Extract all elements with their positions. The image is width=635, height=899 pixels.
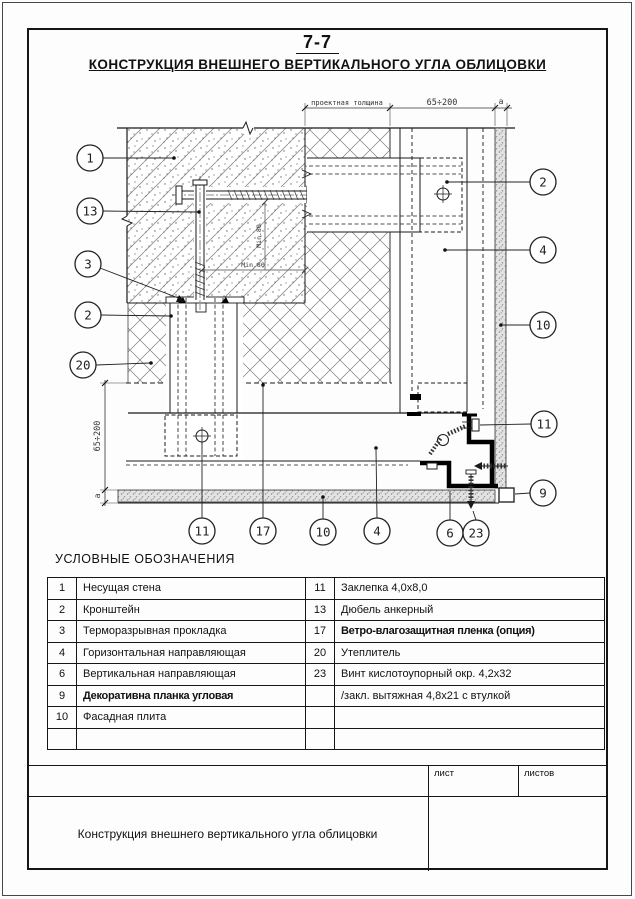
top-dimension bbox=[302, 97, 512, 126]
title-block-empty-cell bbox=[27, 766, 428, 796]
callout-13 bbox=[77, 198, 103, 224]
legend-key: 4 bbox=[48, 642, 77, 664]
legend-table bbox=[47, 577, 605, 750]
left-dimension bbox=[93, 380, 126, 506]
svg-text:11: 11 bbox=[194, 523, 210, 539]
callout-11-bottom bbox=[189, 518, 215, 544]
svg-text:11: 11 bbox=[536, 416, 552, 432]
legend-key: 23 bbox=[306, 664, 335, 686]
legend-desc: Кронштейн bbox=[77, 599, 306, 621]
section-ref: 7-7 bbox=[296, 33, 339, 54]
legend-key bbox=[306, 728, 335, 750]
title-block-right-cell bbox=[428, 796, 608, 871]
legend-row bbox=[48, 621, 605, 643]
callout-2-right bbox=[530, 169, 556, 195]
legend-desc: Декоративна планка угловая bbox=[77, 685, 306, 707]
legend-key: 2 bbox=[48, 599, 77, 621]
legend-desc: Несущая стена bbox=[77, 578, 306, 600]
legend-desc: Фасадная плита bbox=[77, 707, 306, 729]
gap-dimension-label: 65÷200 bbox=[426, 98, 458, 108]
legend-row bbox=[48, 642, 605, 664]
callout-17 bbox=[250, 518, 276, 544]
callout-3 bbox=[75, 251, 101, 277]
sheet-count-cell: листов bbox=[518, 766, 608, 796]
drawing-name: Конструкция внешнего вертикального угла облицовки bbox=[77, 827, 378, 841]
anchor-depth-label: Min.80 bbox=[241, 261, 265, 269]
svg-text:23: 23 bbox=[468, 525, 484, 541]
legend-key: 17 bbox=[306, 621, 335, 643]
legend-desc: Горизонтальная направляющая bbox=[77, 642, 306, 664]
plate-thickness-label-left: а bbox=[93, 493, 102, 499]
callout-10-bottom bbox=[310, 519, 336, 545]
svg-text:9: 9 bbox=[539, 485, 547, 501]
callout-4-right bbox=[530, 237, 556, 263]
gap-dimension-label-left: 65÷200 bbox=[93, 420, 103, 452]
upper-bracket bbox=[302, 158, 463, 232]
legend-desc: Утеплитель bbox=[335, 642, 605, 664]
legend-key bbox=[306, 707, 335, 729]
corner-profile bbox=[407, 394, 498, 487]
legend-key: 9 bbox=[48, 685, 77, 707]
title-block bbox=[27, 765, 608, 870]
legend-key: 20 bbox=[306, 642, 335, 664]
legend-desc: Вертикальная направляющая bbox=[77, 664, 306, 686]
legend-row bbox=[48, 578, 605, 600]
svg-text:4: 4 bbox=[373, 523, 381, 539]
callout-10-right bbox=[530, 312, 556, 338]
legend-heading: УСЛОВНЫЕ ОБОЗНАЧЕНИЯ bbox=[55, 552, 235, 566]
legend-row bbox=[48, 685, 605, 707]
legend-desc bbox=[77, 728, 306, 750]
svg-text:6: 6 bbox=[446, 525, 454, 541]
svg-text:4: 4 bbox=[539, 242, 547, 258]
legend-key: 10 bbox=[48, 707, 77, 729]
legend-desc: /закл. вытяжная 4,8x21 с втулкой bbox=[335, 685, 605, 707]
design-thickness-label: проектная толщина bbox=[311, 99, 383, 107]
callout-20 bbox=[70, 352, 96, 378]
legend-key: 3 bbox=[48, 621, 77, 643]
plate-thickness-label: а bbox=[498, 97, 504, 106]
facade-plate-horizontal bbox=[118, 490, 495, 502]
callout-6 bbox=[437, 520, 463, 546]
legend-key: 6 bbox=[48, 664, 77, 686]
page-title: КОНСТРУКЦИЯ ВНЕШНЕГО ВЕРТИКАЛЬНОГО УГЛА ОБЛИЦОВКИ bbox=[88, 56, 547, 72]
callout-1 bbox=[77, 145, 103, 171]
sheet-number-cell: лист bbox=[428, 766, 518, 796]
callout-11-right bbox=[531, 411, 557, 437]
callout-2-left bbox=[75, 302, 101, 328]
legend-desc: Винт кислотоупорный окр. 4,2x32 bbox=[335, 664, 605, 686]
svg-text:1: 1 bbox=[86, 150, 94, 166]
legend-desc: Заклепка 4,0x8,0 bbox=[335, 578, 605, 600]
svg-text:13: 13 bbox=[82, 203, 98, 219]
legend-row bbox=[48, 664, 605, 686]
bearing-wall bbox=[122, 128, 305, 303]
legend-key: 11 bbox=[306, 578, 335, 600]
legend-desc bbox=[335, 728, 605, 750]
legend-row bbox=[48, 599, 605, 621]
legend-key bbox=[48, 728, 77, 750]
svg-text:17: 17 bbox=[255, 523, 271, 539]
callout-4-bottom bbox=[364, 518, 390, 544]
legend-row bbox=[48, 728, 605, 750]
svg-text:2: 2 bbox=[84, 307, 92, 323]
callout-9 bbox=[530, 480, 556, 506]
legend-desc: Дюбель анкерный bbox=[335, 599, 605, 621]
lower-bracket bbox=[165, 297, 244, 461]
svg-text:3: 3 bbox=[84, 256, 92, 272]
legend-desc: Терморазрывная прокладка bbox=[77, 621, 306, 643]
drawing-name-cell bbox=[27, 796, 428, 871]
callout-23 bbox=[463, 520, 489, 546]
legend-row bbox=[48, 707, 605, 729]
legend-key: 13 bbox=[306, 599, 335, 621]
svg-text:2: 2 bbox=[539, 174, 547, 190]
legend-key: 1 bbox=[48, 578, 77, 600]
legend-key bbox=[306, 685, 335, 707]
svg-text:10: 10 bbox=[535, 317, 551, 333]
legend-desc bbox=[335, 707, 605, 729]
svg-text:10: 10 bbox=[315, 524, 331, 540]
svg-text:20: 20 bbox=[75, 357, 91, 373]
anchor-depth-label-v: Min.80 bbox=[255, 224, 263, 248]
legend-desc: Ветро-влагозащитная пленка (опция) bbox=[335, 621, 605, 643]
corner-joint-block bbox=[499, 488, 514, 502]
